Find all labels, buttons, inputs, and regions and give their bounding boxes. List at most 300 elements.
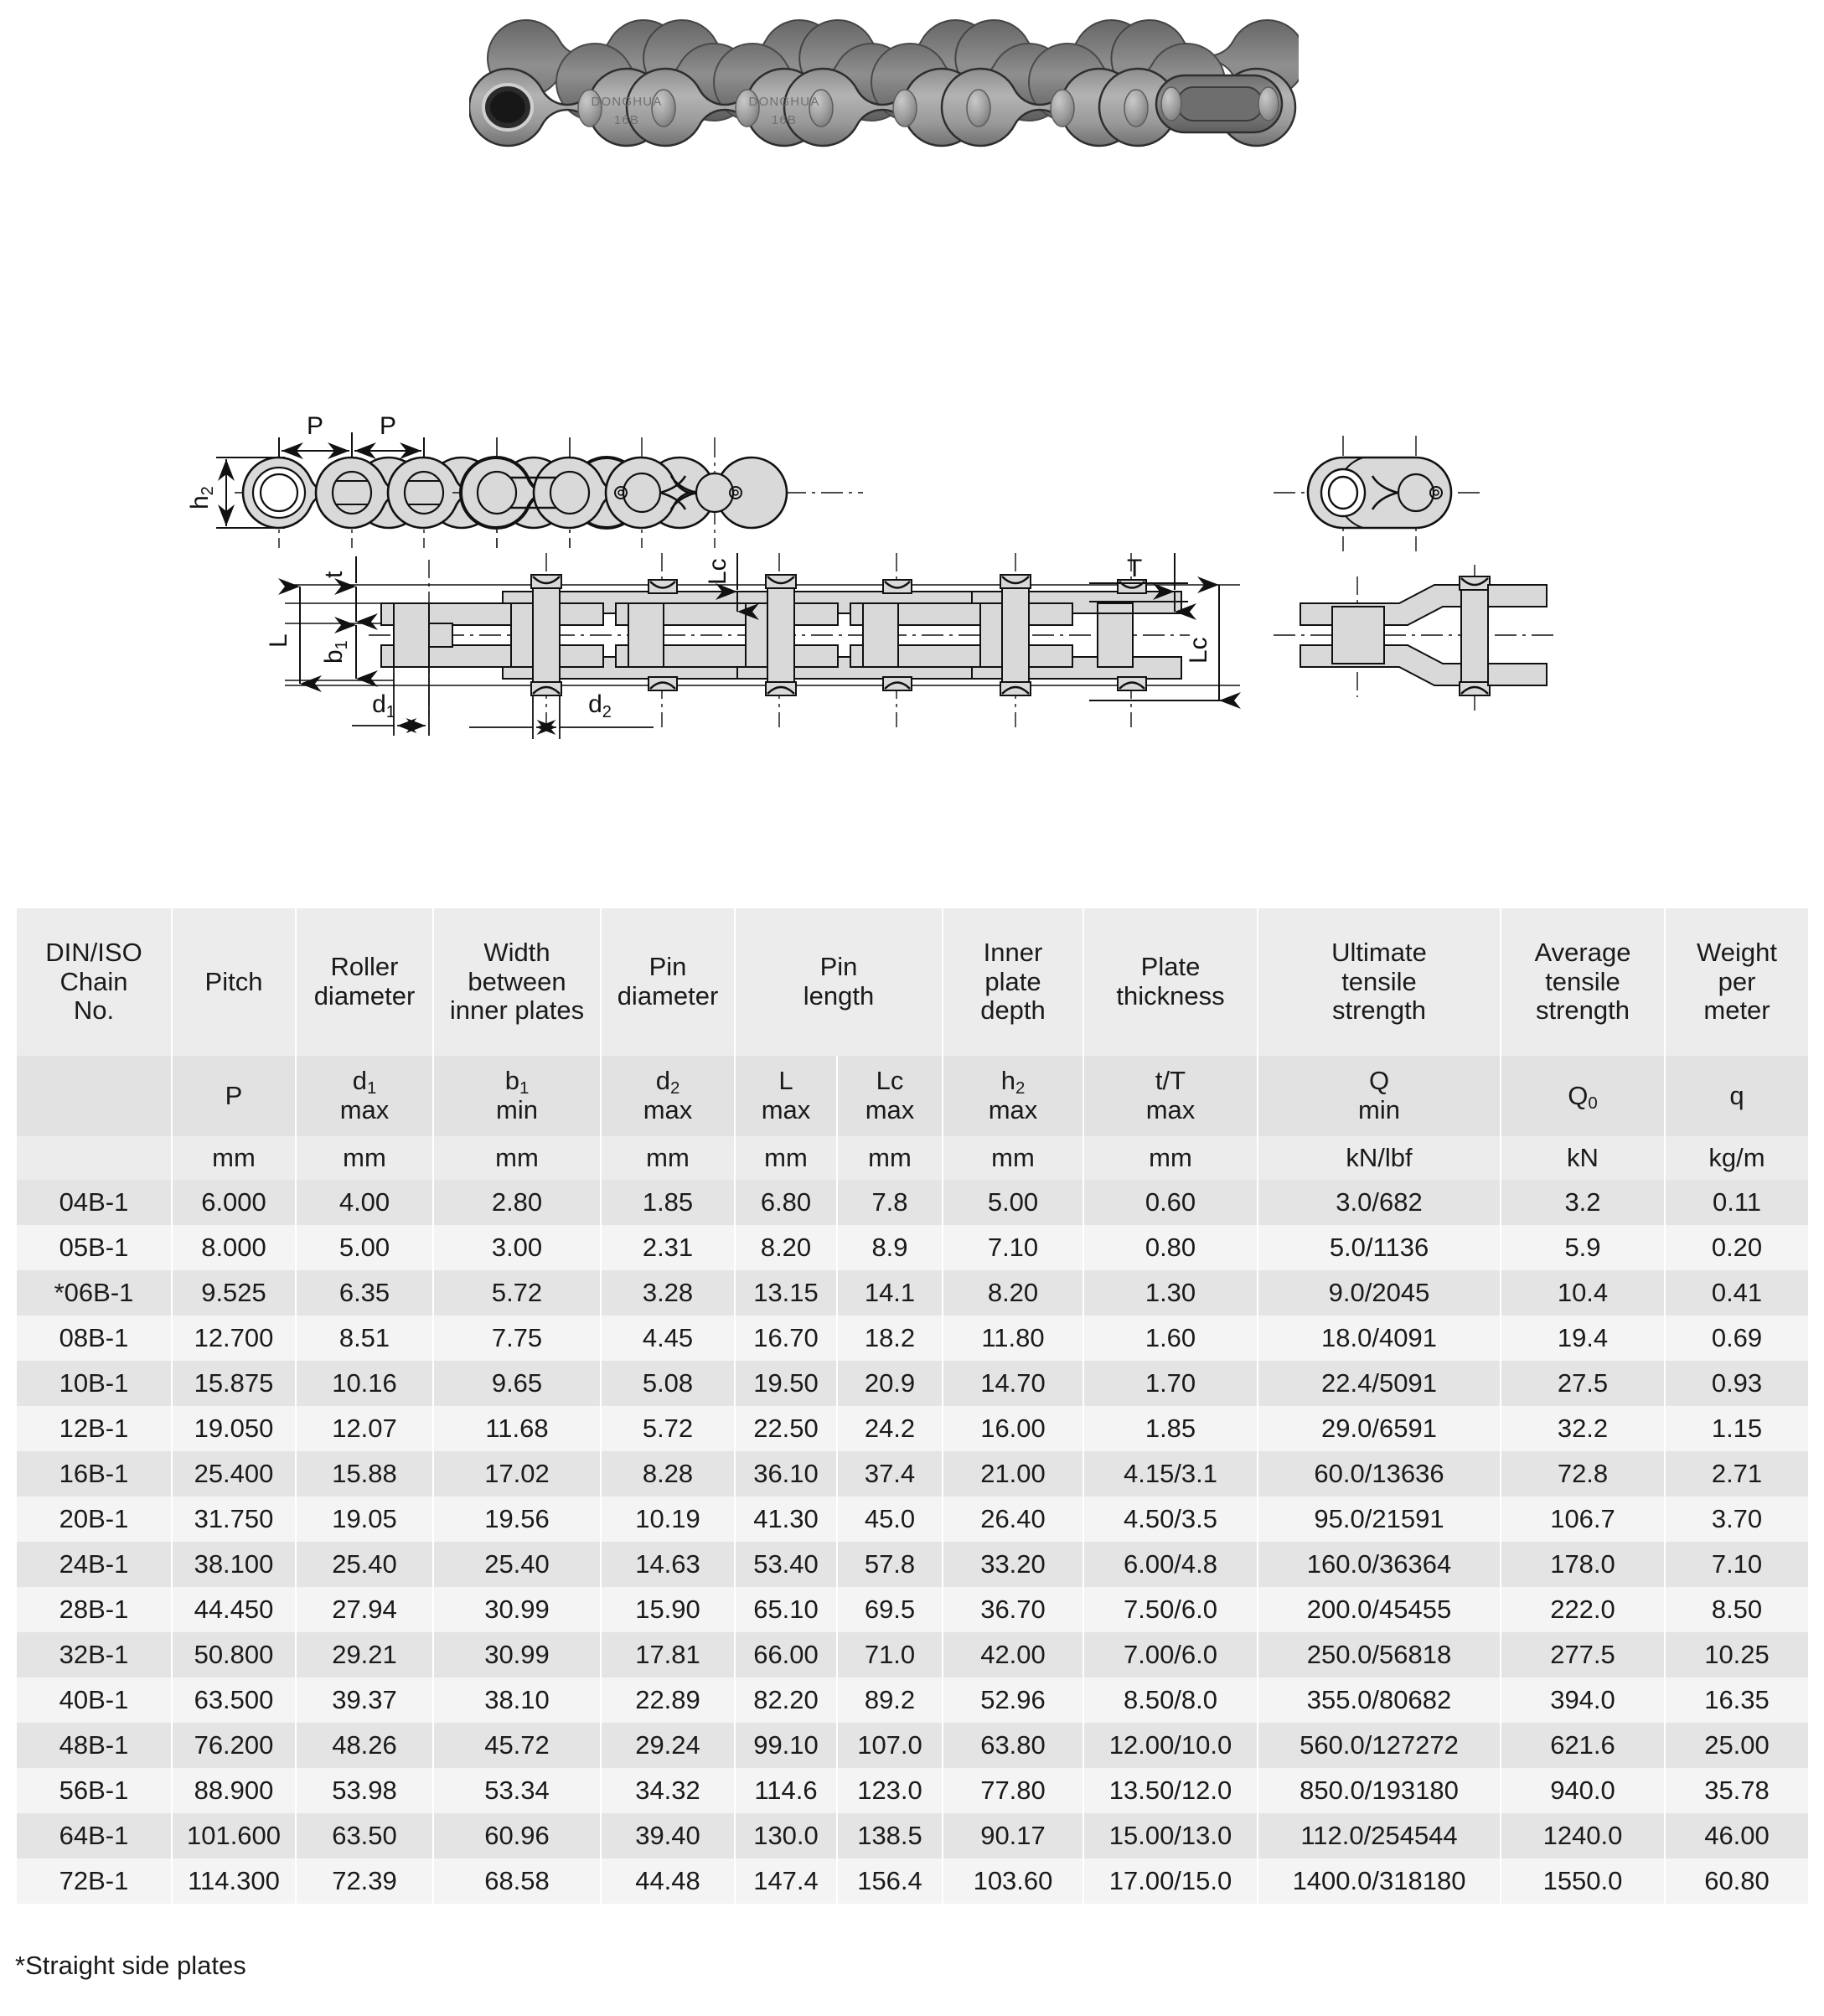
cell-value: 3.28	[601, 1270, 735, 1316]
header-roller-diameter-line2: diameter	[313, 981, 416, 1011]
table-row	[16, 1768, 1809, 1813]
cell-value: 112.0/254544	[1258, 1813, 1501, 1858]
unit-width: mm	[433, 1136, 601, 1180]
cell-value: 2.71	[1665, 1451, 1809, 1496]
roller-chain-photograph	[469, 15, 1299, 199]
cell-value: 46.00	[1665, 1813, 1809, 1858]
unit-pitch: mm	[172, 1136, 296, 1180]
cell-value: 5.9	[1501, 1225, 1665, 1270]
cell-value: 107.0	[837, 1723, 943, 1768]
cell-chain-no: 40B-1	[16, 1677, 172, 1723]
dimension-label-d2: $d_2$	[588, 690, 612, 721]
cell-value: 5.08	[601, 1361, 735, 1406]
cell-value: 1.70	[1083, 1361, 1258, 1406]
header-chain-no-line1: DIN/ISO	[45, 937, 142, 967]
cell-value: 8.50/8.0	[1083, 1677, 1258, 1723]
cell-value: 26.40	[943, 1496, 1083, 1542]
cell-value: 8.9	[837, 1225, 943, 1270]
unit-pin-diameter: mm	[601, 1136, 735, 1180]
header-average-tensile-strength	[1501, 908, 1665, 1056]
cell-chain-no: 12B-1	[16, 1406, 172, 1451]
table-row	[16, 1813, 1809, 1858]
symbol-L-main: L	[778, 1066, 793, 1096]
cell-value: 4.50/3.5	[1083, 1496, 1258, 1542]
chain-photo-area	[0, 0, 1824, 243]
symbol-L-qualifier: max	[761, 1095, 811, 1124]
cell-value: 63.500	[172, 1677, 296, 1723]
cell-value: 69.5	[837, 1587, 943, 1632]
cell-value: 560.0/127272	[1258, 1723, 1501, 1768]
cell-value: 63.50	[296, 1813, 433, 1858]
cell-value: 29.24	[601, 1723, 735, 1768]
table-row	[16, 1225, 1809, 1270]
symbol-Q0: $Q_0$	[1568, 1080, 1598, 1113]
symbol-h2: $h_2$	[1000, 1066, 1026, 1098]
cell-value: 60.80	[1665, 1858, 1809, 1904]
header-chain-no-line2: Chain	[59, 966, 128, 996]
header-roller-diameter-line1: Roller	[330, 952, 399, 982]
cell-value: 34.32	[601, 1768, 735, 1813]
cell-value: 7.50/6.0	[1083, 1587, 1258, 1632]
cell-value: 22.89	[601, 1677, 735, 1723]
cell-chain-no: 28B-1	[16, 1587, 172, 1632]
cell-value: 60.96	[433, 1813, 601, 1858]
symbol-d2-sub: 2	[669, 1078, 680, 1098]
cell-value: 6.00/4.8	[1083, 1542, 1258, 1587]
symbol-h2-qualifier: max	[988, 1095, 1038, 1124]
cell-value: 9.0/2045	[1258, 1270, 1501, 1316]
cell-value: 1.15	[1665, 1406, 1809, 1451]
cell-value: 31.750	[172, 1496, 296, 1542]
cell-value: 17.81	[601, 1632, 735, 1677]
cell-value: 25.400	[172, 1451, 296, 1496]
cell-chain-no: 08B-1	[16, 1316, 172, 1361]
cell-value: 4.00	[296, 1180, 433, 1225]
cell-value: 250.0/56818	[1258, 1632, 1501, 1677]
cell-value: 6.000	[172, 1180, 296, 1225]
cell-value: 8.28	[601, 1451, 735, 1496]
unit-ultimate-tensile: kN/lbf	[1258, 1136, 1501, 1180]
dimension-label-b1: $b_1$	[320, 640, 351, 664]
cell-value: 6.80	[735, 1180, 837, 1225]
cell-value: 44.48	[601, 1858, 735, 1904]
symbol-d2-qualifier: max	[643, 1095, 693, 1124]
symbol-Q-qualifier: min	[1358, 1095, 1400, 1124]
cell-value: 95.0/21591	[1258, 1496, 1501, 1542]
cell-value: 394.0	[1501, 1677, 1665, 1723]
cell-value: 88.900	[172, 1768, 296, 1813]
symbol-b1-sub: 1	[519, 1078, 530, 1098]
cell-value: 355.0/80682	[1258, 1677, 1501, 1723]
symbol-chain-no	[16, 1056, 172, 1136]
cell-value: 89.2	[837, 1677, 943, 1723]
header-pin-length-line1: Pin	[819, 952, 858, 982]
cell-value: 6.35	[296, 1270, 433, 1316]
cell-value: 32.2	[1501, 1406, 1665, 1451]
header-weight-line2: per	[1718, 966, 1756, 996]
cell-value: 38.10	[433, 1677, 601, 1723]
cell-value: 27.94	[296, 1587, 433, 1632]
cell-value: 38.100	[172, 1542, 296, 1587]
symbol-pitch	[172, 1056, 296, 1136]
cell-value: 25.40	[433, 1542, 601, 1587]
dimension-label-p-2: P	[379, 412, 397, 440]
cell-value: 45.72	[433, 1723, 601, 1768]
cell-value: 114.6	[735, 1768, 837, 1813]
header-plate-thickness-line1: Plate	[1140, 952, 1201, 982]
cell-value: 36.70	[943, 1587, 1083, 1632]
cell-value: 48.26	[296, 1723, 433, 1768]
cell-value: 7.10	[943, 1225, 1083, 1270]
table-row	[16, 1180, 1809, 1225]
cell-value: 19.050	[172, 1406, 296, 1451]
cell-value: 1.85	[601, 1180, 735, 1225]
cell-value: 7.8	[837, 1180, 943, 1225]
cell-value: 940.0	[1501, 1768, 1665, 1813]
cell-value: 178.0	[1501, 1542, 1665, 1587]
cell-value: 25.00	[1665, 1723, 1809, 1768]
cell-value: 82.20	[735, 1677, 837, 1723]
symbol-plate-thickness	[1083, 1056, 1258, 1136]
cell-value: 45.0	[837, 1496, 943, 1542]
table-row	[16, 1677, 1809, 1723]
cell-chain-no: *06B-1	[16, 1270, 172, 1316]
symbol-h2-sub: 2	[1015, 1078, 1026, 1098]
header-width-line2: between	[468, 966, 566, 996]
header-width-line3: inner plates	[449, 995, 585, 1026]
header-width-line1: Width	[483, 937, 550, 967]
symbol-average-tensile	[1501, 1056, 1665, 1136]
cell-value: 50.800	[172, 1632, 296, 1677]
table-row	[16, 1858, 1809, 1904]
cell-value: 1.85	[1083, 1406, 1258, 1451]
unit-average-tensile: kN	[1501, 1136, 1665, 1180]
cell-value: 27.5	[1501, 1361, 1665, 1406]
dimension-label-lc-right: Lc	[1185, 637, 1212, 664]
cell-value: 9.65	[433, 1361, 601, 1406]
cell-value: 0.20	[1665, 1225, 1809, 1270]
cell-value: 130.0	[735, 1813, 837, 1858]
cell-value: 53.34	[433, 1768, 601, 1813]
header-pin-length	[735, 908, 943, 1056]
cell-value: 5.00	[296, 1225, 433, 1270]
cell-value: 2.31	[601, 1225, 735, 1270]
cell-value: 15.90	[601, 1587, 735, 1632]
cell-chain-no: 32B-1	[16, 1632, 172, 1677]
plan-view-drawing	[0, 553, 1824, 863]
cell-value: 10.16	[296, 1361, 433, 1406]
cell-value: 850.0/193180	[1258, 1768, 1501, 1813]
cell-value: 68.58	[433, 1858, 601, 1904]
header-row-symbols	[16, 1056, 1809, 1136]
header-inner-plate-line1: Inner	[983, 937, 1043, 967]
cell-value: 11.80	[943, 1316, 1083, 1361]
cell-value: 19.05	[296, 1496, 433, 1542]
cell-value: 12.07	[296, 1406, 433, 1451]
cell-value: 14.70	[943, 1361, 1083, 1406]
photo-size-text-2: 16B	[771, 113, 798, 127]
header-width-between-inner-plates	[433, 908, 601, 1056]
dimension-label-t: t	[320, 571, 348, 578]
cell-value: 10.4	[1501, 1270, 1665, 1316]
cell-chain-no: 10B-1	[16, 1361, 172, 1406]
cell-value: 138.5	[837, 1813, 943, 1858]
header-roller-diameter	[296, 908, 433, 1056]
cell-value: 25.40	[296, 1542, 433, 1587]
cell-value: 5.00	[943, 1180, 1083, 1225]
cell-value: 11.68	[433, 1406, 601, 1451]
symbol-ultimate-tensile	[1258, 1056, 1501, 1136]
header-inner-plate-depth	[943, 908, 1083, 1056]
unit-inner-plate-depth: mm	[943, 1136, 1083, 1180]
cell-value: 39.37	[296, 1677, 433, 1723]
cell-value: 8.000	[172, 1225, 296, 1270]
header-chain-no	[16, 908, 172, 1056]
cell-value: 1400.0/318180	[1258, 1858, 1501, 1904]
header-weight-line3: meter	[1703, 995, 1770, 1026]
cell-value: 3.2	[1501, 1180, 1665, 1225]
cell-value: 99.10	[735, 1723, 837, 1768]
cell-value: 24.2	[837, 1406, 943, 1451]
cell-value: 15.00/13.0	[1083, 1813, 1258, 1858]
cell-value: 44.450	[172, 1587, 296, 1632]
cell-chain-no: 05B-1	[16, 1225, 172, 1270]
cell-value: 72.39	[296, 1858, 433, 1904]
cell-value: 1240.0	[1501, 1813, 1665, 1858]
offset-link-plan-view	[1274, 565, 1558, 712]
cell-value: 52.96	[943, 1677, 1083, 1723]
unit-pin-length-L: mm	[735, 1136, 837, 1180]
cell-value: 1.60	[1083, 1316, 1258, 1361]
header-pin-diameter-line1: Pin	[648, 952, 687, 982]
cell-value: 12.700	[172, 1316, 296, 1361]
cell-value: 5.0/1136	[1258, 1225, 1501, 1270]
cell-value: 72.8	[1501, 1451, 1665, 1496]
cell-value: 16.00	[943, 1406, 1083, 1451]
dimension-label-d1: $d_1$	[372, 690, 395, 721]
header-ats-line2: tensile	[1545, 966, 1620, 996]
cell-chain-no: 04B-1	[16, 1180, 172, 1225]
unit-chain-no	[16, 1136, 172, 1180]
cell-value: 8.51	[296, 1316, 433, 1361]
table-row	[16, 1496, 1809, 1542]
symbol-Q-main: Q	[1368, 1066, 1390, 1096]
symbol-d1-qualifier: max	[339, 1095, 390, 1124]
header-uts-line1: Ultimate	[1331, 937, 1427, 967]
cell-value: 15.875	[172, 1361, 296, 1406]
spec-table	[15, 908, 1810, 1904]
cell-value: 20.9	[837, 1361, 943, 1406]
cell-chain-no: 16B-1	[16, 1451, 172, 1496]
table-footnote: *Straight side plates	[15, 1951, 246, 1980]
cell-chain-no: 72B-1	[16, 1858, 172, 1904]
cell-value: 53.98	[296, 1768, 433, 1813]
table-row	[16, 1361, 1809, 1406]
cell-value: 65.10	[735, 1587, 837, 1632]
symbol-inner-plate-depth	[943, 1056, 1083, 1136]
dimension-label-T: T	[1127, 555, 1143, 582]
cell-value: 222.0	[1501, 1587, 1665, 1632]
plan-chain-body	[369, 553, 1190, 727]
header-ats-line1: Average	[1534, 937, 1631, 967]
header-pin-diameter-line2: diameter	[617, 981, 719, 1011]
header-weight-per-meter	[1665, 908, 1809, 1056]
cell-value: 77.80	[943, 1768, 1083, 1813]
photo-size-text-1: 16B	[613, 113, 640, 127]
cell-value: 5.72	[433, 1270, 601, 1316]
symbol-Lc-qualifier: max	[865, 1095, 915, 1124]
symbol-roller-diameter	[296, 1056, 433, 1136]
cell-value: 19.50	[735, 1361, 837, 1406]
symbol-q-main: q	[1729, 1080, 1744, 1110]
cell-value: 101.600	[172, 1813, 296, 1858]
cell-value: 29.21	[296, 1632, 433, 1677]
cell-value: 12.00/10.0	[1083, 1723, 1258, 1768]
cell-value: 0.60	[1083, 1180, 1258, 1225]
cell-value: 22.4/5091	[1258, 1361, 1501, 1406]
side-elevation-drawing	[0, 243, 1824, 595]
symbol-width	[433, 1056, 601, 1136]
cell-value: 16.35	[1665, 1677, 1809, 1723]
cell-value: 8.50	[1665, 1587, 1809, 1632]
cell-value: 156.4	[837, 1858, 943, 1904]
cell-value: 41.30	[735, 1496, 837, 1542]
symbol-pitch-main: P	[225, 1080, 243, 1110]
cell-value: 4.45	[601, 1316, 735, 1361]
cell-value: 29.0/6591	[1258, 1406, 1501, 1451]
dimension-label-h2: $h_2$	[186, 486, 217, 509]
header-pin-length-line2: length	[803, 981, 875, 1011]
dimension-label-p-1: P	[306, 412, 324, 440]
cell-value: 14.1	[837, 1270, 943, 1316]
table-row	[16, 1723, 1809, 1768]
header-plate-thickness	[1083, 908, 1258, 1056]
header-inner-plate-line3: depth	[980, 995, 1046, 1026]
cell-value: 1.30	[1083, 1270, 1258, 1316]
cell-value: 3.00	[433, 1225, 601, 1270]
unit-weight: kg/m	[1665, 1136, 1809, 1180]
symbol-Q0-sub: 0	[1588, 1093, 1598, 1113]
cell-value: 4.15/3.1	[1083, 1451, 1258, 1496]
table-row	[16, 1316, 1809, 1361]
chain-specification-table	[15, 908, 1808, 1904]
table-row	[16, 1270, 1809, 1316]
cell-value: 37.4	[837, 1451, 943, 1496]
cell-value: 16.70	[735, 1316, 837, 1361]
cell-value: 10.19	[601, 1496, 735, 1542]
cell-value: 0.69	[1665, 1316, 1809, 1361]
cell-value: 9.525	[172, 1270, 296, 1316]
cell-value: 200.0/45455	[1258, 1587, 1501, 1632]
cell-value: 0.41	[1665, 1270, 1809, 1316]
header-pin-diameter	[601, 908, 735, 1056]
table-body	[16, 1180, 1809, 1904]
symbol-tT-main: t/T	[1155, 1066, 1186, 1096]
header-chain-no-line3: No.	[73, 995, 115, 1026]
cell-value: 53.40	[735, 1542, 837, 1587]
cell-value: 8.20	[735, 1225, 837, 1270]
cell-value: 0.80	[1083, 1225, 1258, 1270]
symbol-d2: $d_2$	[655, 1066, 680, 1098]
header-ats-line3: strength	[1535, 995, 1630, 1026]
cell-value: 13.15	[735, 1270, 837, 1316]
cell-value: 35.78	[1665, 1768, 1809, 1813]
cell-value: 0.93	[1665, 1361, 1809, 1406]
cell-chain-no: 56B-1	[16, 1768, 172, 1813]
cell-value: 36.10	[735, 1451, 837, 1496]
table-row	[16, 1542, 1809, 1587]
cell-value: 3.0/682	[1258, 1180, 1501, 1225]
symbol-d1: $d_1$	[352, 1066, 377, 1098]
table-row	[16, 1451, 1809, 1496]
cell-value: 147.4	[735, 1858, 837, 1904]
dimension-label-L: L	[265, 633, 292, 648]
header-ultimate-tensile-strength	[1258, 908, 1501, 1056]
table-head	[16, 908, 1809, 1180]
symbol-pin-diameter	[601, 1056, 735, 1136]
cell-value: 103.60	[943, 1858, 1083, 1904]
symbol-pin-length-L	[735, 1056, 837, 1136]
cell-value: 39.40	[601, 1813, 735, 1858]
symbol-Lc-main: Lc	[876, 1066, 904, 1096]
symbol-tT-qualifier: max	[1145, 1095, 1196, 1124]
unit-roller-diameter: mm	[296, 1136, 433, 1180]
symbol-b1: $b_1$	[504, 1066, 530, 1098]
cell-value: 14.63	[601, 1542, 735, 1587]
cell-value: 42.00	[943, 1632, 1083, 1677]
cell-value: 22.50	[735, 1406, 837, 1451]
technical-drawings	[0, 243, 1824, 863]
cell-value: 277.5	[1501, 1632, 1665, 1677]
cell-value: 160.0/36364	[1258, 1542, 1501, 1587]
cell-value: 57.8	[837, 1542, 943, 1587]
symbol-weight	[1665, 1056, 1809, 1136]
cell-value: 19.4	[1501, 1316, 1665, 1361]
header-plate-thickness-line2: thickness	[1116, 981, 1225, 1011]
cell-value: 7.75	[433, 1316, 601, 1361]
cell-value: 3.70	[1665, 1496, 1809, 1542]
cell-value: 63.80	[943, 1723, 1083, 1768]
cell-chain-no: 24B-1	[16, 1542, 172, 1587]
cell-value: 17.00/15.0	[1083, 1858, 1258, 1904]
cell-value: 123.0	[837, 1768, 943, 1813]
table-row	[16, 1406, 1809, 1451]
cell-value: 33.20	[943, 1542, 1083, 1587]
cell-value: 17.02	[433, 1451, 601, 1496]
cell-value: 19.56	[433, 1496, 601, 1542]
photo-brand-text-2: DONGHUA	[748, 95, 820, 109]
header-row-units	[16, 1136, 1809, 1180]
cell-value: 106.7	[1501, 1496, 1665, 1542]
symbol-pin-length-Lc	[837, 1056, 943, 1136]
cell-value: 7.00/6.0	[1083, 1632, 1258, 1677]
cell-value: 90.17	[943, 1813, 1083, 1858]
symbol-b1-qualifier: min	[496, 1095, 538, 1124]
header-pitch-line1: Pitch	[204, 966, 263, 996]
table-row	[16, 1587, 1809, 1632]
cell-value: 18.0/4091	[1258, 1316, 1501, 1361]
cell-value: 2.80	[433, 1180, 601, 1225]
cell-value: 621.6	[1501, 1723, 1665, 1768]
cell-value: 66.00	[735, 1632, 837, 1677]
cell-value: 7.10	[1665, 1542, 1809, 1587]
header-row-names	[16, 908, 1809, 1056]
cell-value: 60.0/13636	[1258, 1451, 1501, 1496]
header-uts-line2: tensile	[1341, 966, 1417, 996]
offset-link-side-view	[1274, 436, 1483, 551]
cell-value: 30.99	[433, 1587, 601, 1632]
cell-value: 15.88	[296, 1451, 433, 1496]
